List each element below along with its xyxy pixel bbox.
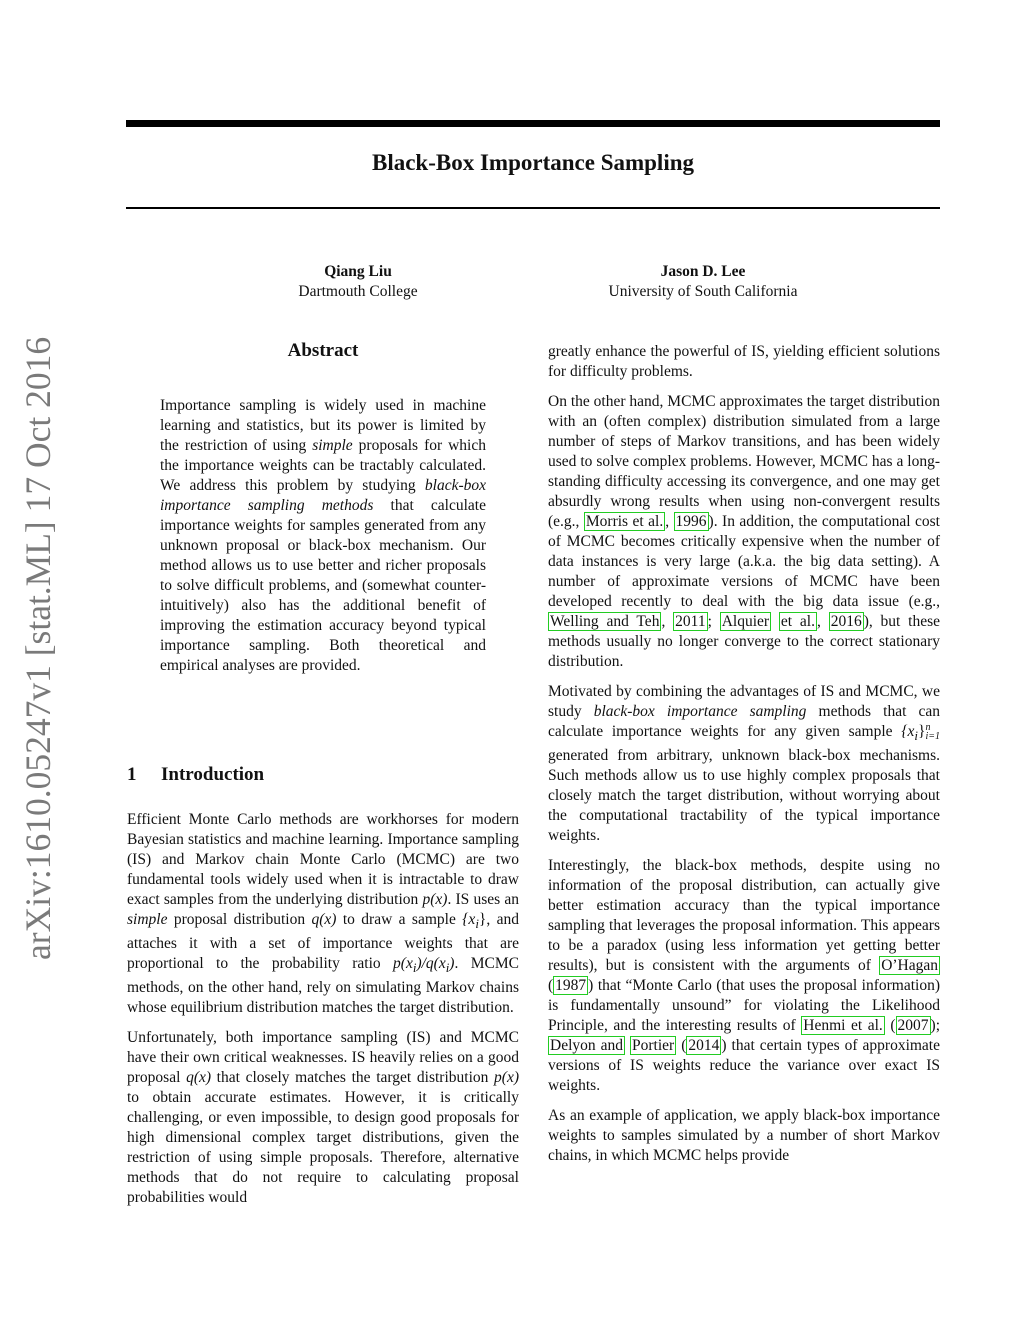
paragraph: Efficient Monte Carlo methods are workhorses for modern Bayesian statistics and machine learning. Importance sampling (IS) and Markov chain Monte Carlo (MCMC) are two fundamental tools widely used when it is intractable to draw exact samples from the underlying distribution p(x). IS uses an simple proposal distribution q(x) to draw a sample $\{x_i\}$, and attaches it with a set of importance weights that are proportional to the probability ratio $p(x_i)/q(x_i)$. MCMC methods, on the other hand, rely on simulating Markov chains whose equilibrium distribution matches the target distribution. bbox=[127, 811, 520, 1017]
author-1 bbox=[240, 262, 476, 302]
citation-link[interactable]: O’Hagan bbox=[881, 957, 938, 975]
paragraph: greatly enhance the powerful of IS, yielding efficient solutions for difficulty problems. bbox=[548, 343, 940, 380]
abstract-emphasis: simple bbox=[312, 437, 353, 454]
citation-link[interactable]: 1987 bbox=[555, 977, 587, 995]
citation-link[interactable]: Henmi et al. bbox=[803, 1017, 883, 1035]
abstract-text: Importance sampling is widely used in machine learning and statistics, but its power is limited by the restriction of using bbox=[160, 397, 486, 454]
author-name: Qiang Liu bbox=[324, 263, 392, 280]
citation-link[interactable]: Alquier bbox=[721, 613, 770, 630]
citation-link[interactable]: Welling and Teh bbox=[550, 613, 660, 630]
right-column bbox=[548, 342, 940, 1166]
abstract-emphasis: black-box importance sampling methods bbox=[160, 477, 486, 514]
citation-link[interactable]: Delyon and bbox=[550, 1037, 624, 1055]
title-bottom-rule bbox=[126, 207, 940, 209]
paragraph: Motivated by combining the advantages of IS and MCMC, we study black-box importance sampling methods that can calculate importance weights for any given sample $\{x_i\}n$ i=1 generated from arbitrary, unknown black-box mechanisms. Such methods allow us to use highly complex proposals that closely match the target distribution, without worrying about the computational tractability of the typical importance weights. bbox=[548, 683, 941, 845]
arxiv-identifier: arXiv:1610.05247v1 [stat.ML] 17 Oct 2016 bbox=[18, 336, 58, 960]
paragraph: On the other hand, MCMC approximates the target distribution with an (often complex) distribution simulated from a large number of steps of Markov transitions, and has been widely used to solve complex problems. However, MCMC has a long-standing difficulty accessing its convergence, and one may get absurdly wrong results when using non-convergent results (e.g., Morris et al. , 1996 ). In addition, the computational cost of MCMC becomes critically expensive when the number of data instances is very large (a.k.a. the big data setting). A number of approximate versions of MCMC have been developed recently to deal with the big data issue (e.g., Welling and Teh , 2011 ; Alquier et al. , 2016 ), but these methods usually no longer converge to the correct stationary distribution. bbox=[548, 393, 941, 670]
abstract-heading: Abstract bbox=[287, 340, 359, 361]
paragraph: As an example of application, we apply black-box importance weights to samples simulated by a number of short Markov chains, in which MCMC helps provide bbox=[548, 1107, 940, 1165]
section-heading bbox=[127, 764, 264, 786]
author-affiliation: Dartmouth College bbox=[298, 283, 418, 300]
paragraph: Unfortunately, both importance sampling (IS) and MCMC have their own critical weaknesses. IS heavily relies on a good proposal q(x) that closely matches the target distribution p(x) to obtain accurate estimates. However, it is critically challenging, or even impossible, to design good proposals for high dimensional complex target distributions, given the restriction of using simple proposals. Therefore, alternative methods that do not require to calculating proposal probabilities would bbox=[127, 1029, 519, 1207]
citation-link[interactable]: Morris et al. bbox=[585, 513, 664, 530]
paper-title: Black-Box Importance Sampling bbox=[371, 150, 695, 175]
citation-link[interactable]: 2014 bbox=[688, 1037, 720, 1055]
title-top-rule bbox=[126, 120, 940, 127]
abstract-text: that calculate importance weights for samples generated from any unknown proposal or black-box mechanism. Our method allows us to use better and richer proposals to solve difficult problems, and (somewhat counter-intuitively) also has the additional benefit of improving the estimation accuracy beyond typical importance sampling. Both theoretical and empirical analyses are provided. bbox=[160, 497, 486, 674]
section-number: 1 bbox=[127, 764, 137, 785]
citation-link[interactable]: 2011 bbox=[675, 613, 706, 630]
author-2 bbox=[560, 262, 846, 302]
citation-link[interactable]: 1996 bbox=[675, 513, 707, 530]
section-title: Introduction bbox=[161, 764, 265, 785]
citation-link[interactable]: Portier bbox=[632, 1037, 675, 1055]
citation-link[interactable]: 2016 bbox=[830, 613, 862, 630]
citation-link[interactable]: et al. bbox=[780, 613, 815, 630]
left-column bbox=[127, 810, 519, 1208]
author-name: Jason D. Lee bbox=[660, 263, 746, 280]
abstract-text: proposals for which the importance weights can be tractably calculated. We address this problem by studying bbox=[160, 437, 486, 494]
paragraph: Interestingly, the black-box methods, despite using no information of the proposal distribution, can actually give better estimation accuracy than the typical importance sampling that leverages the proposal information. This appears to be a paradox (using less information yet getting better results), but is consistent with the arguments of O’Hagan ( 1987 ) that “Monte Carlo (that uses the proposal information) is fundamentally unsound” for violating the Likelihood Principle, and the interesting results of Henmi et al. ( 2007 ); Delyon and Portier ( 2014 ) that certain types of approximate versions of IS weights reduce the variance over exact IS weights. bbox=[548, 857, 940, 1095]
citation-link[interactable]: 2007 bbox=[897, 1017, 929, 1035]
abstract-body bbox=[160, 396, 486, 676]
author-affiliation: University of South California bbox=[608, 283, 798, 300]
